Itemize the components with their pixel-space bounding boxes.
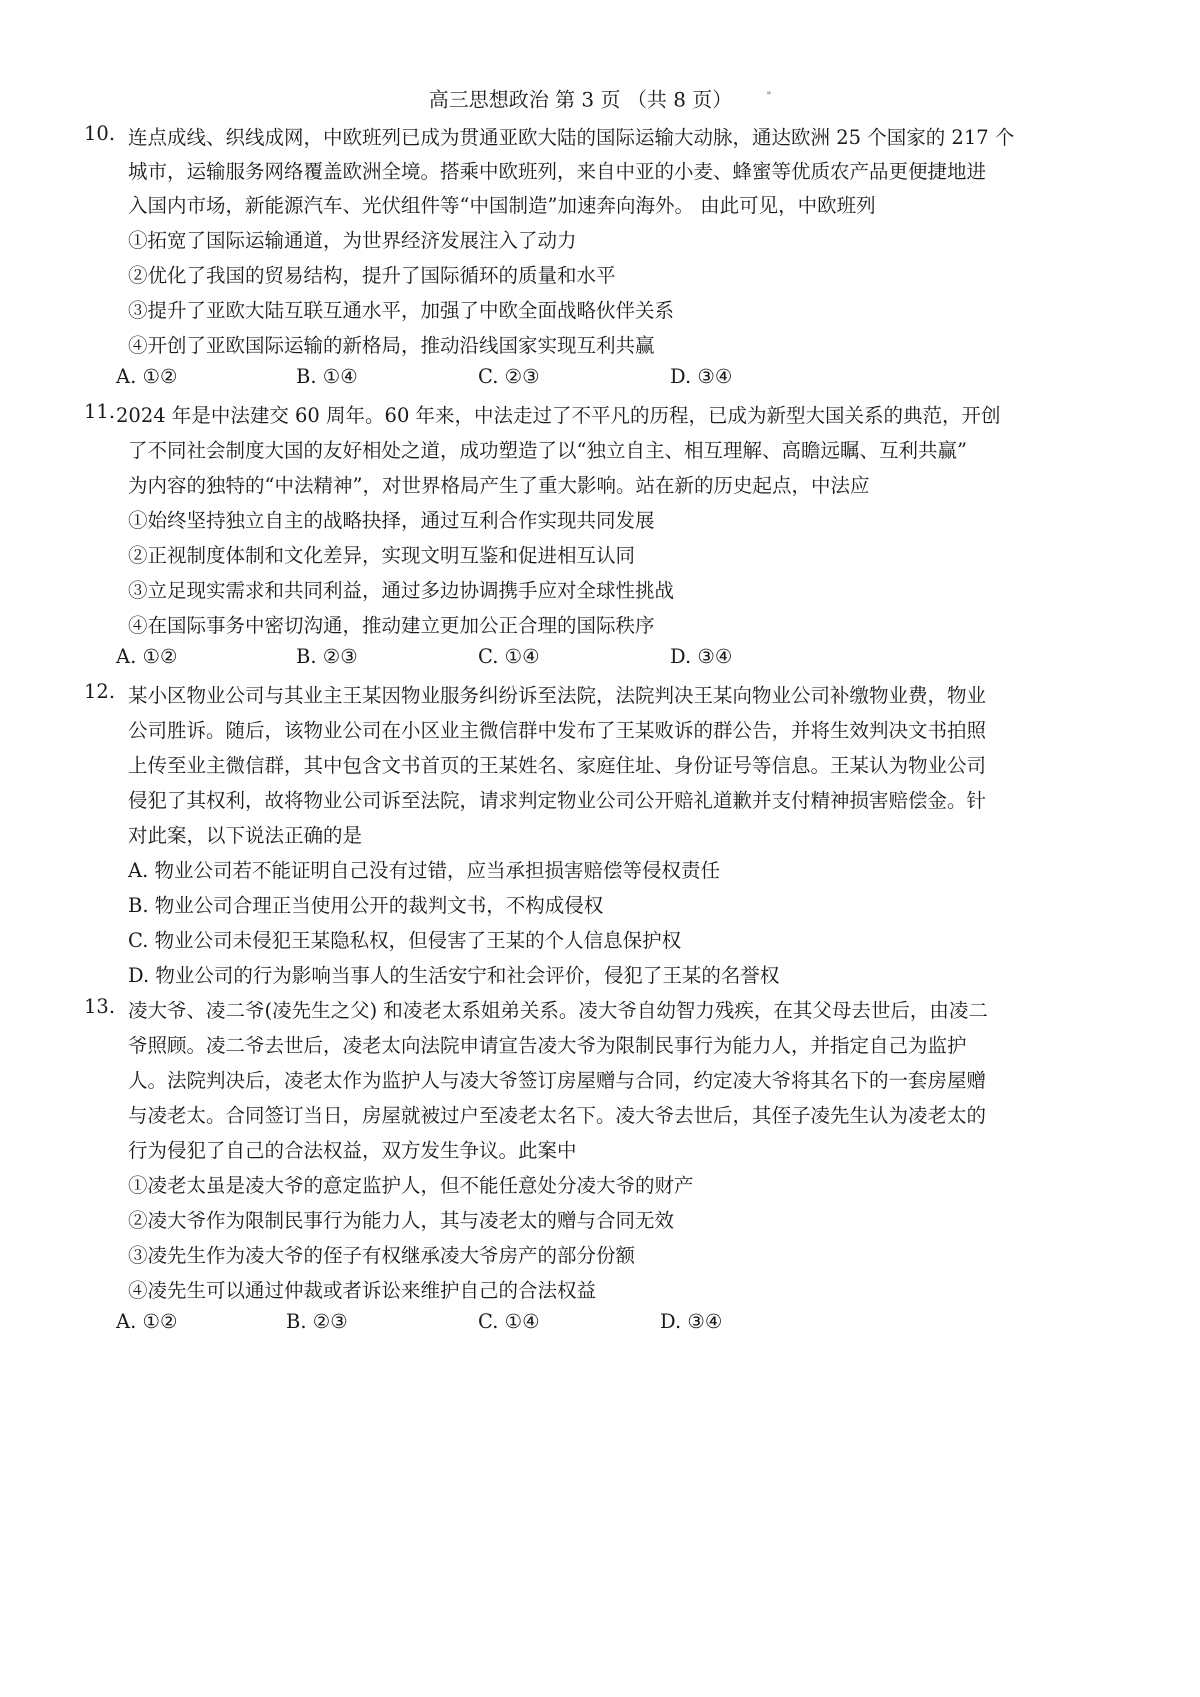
question-13-choice-c: C. ①④ — [478, 1310, 540, 1333]
question-11-choice-b: B. ②③ — [296, 645, 358, 668]
question-12-stem-line-4: 侵犯了其权利，故将物业公司诉至法院，请求判定物业公司公开赔礼道歉并支付精神损害赔偿金。针 — [128, 789, 987, 812]
question-11-choice-a: A. ①② — [116, 645, 178, 668]
question-11-stem-line-3: 为内容的独特的“中法精神”，对世界格局产生了重大影响。站在新的历史起点，中法应 — [128, 474, 870, 497]
question-12-option-c: C. 物业公司未侵犯王某隐私权，但侵害了王某的个人信息保护权 — [128, 929, 682, 952]
question-10-stem-line-3: 入国内市场，新能源汽车、光伏组件等“中国制造”加速奔向海外。 由此可见，中欧班列 — [128, 194, 876, 217]
question-12-number: 12. — [84, 680, 116, 703]
question-12-option-a: A. 物业公司若不能证明自己没有过错，应当承担损害赔偿等侵权责任 — [128, 859, 720, 882]
question-12-option-d: D. 物业公司的行为影响当事人的生活安宁和社会评价，侵犯了王某的名誉权 — [128, 964, 780, 987]
question-13-stem-line-3: 人。法院判决后，凌老太作为监护人与凌大爷签订房屋赠与合同，约定凌大爷将其名下的一套房屋赠 — [128, 1069, 987, 1092]
question-12-option-b: B. 物业公司合理正当使用公开的裁判文书，不构成侵权 — [128, 894, 604, 917]
question-11-choice-d: D. ③④ — [670, 645, 733, 668]
page-header-title: 高三思想政治 第 3 页 （共 8 页） — [428, 87, 733, 112]
question-13-stem-line-2: 爷照顾。凌二爷去世后，凌老太向法院申请宣告凌大爷为限制民事行为能力人，并指定自己为监护 — [128, 1034, 967, 1057]
question-10-stem-line-1: 连点成线、织线成网，中欧班列已成为贯通亚欧大陆的国际运输大动脉，通达欧洲 25 个国家的 217 个 — [128, 126, 1015, 149]
question-12-stem-line-5: 对此案，以下说法正确的是 — [128, 824, 363, 847]
question-11-stem-line-1: 2024 年是中法建交 60 周年。60 年来，中法走过了不平凡的历程，已成为新型大国关系的典范，开创 — [116, 404, 1001, 427]
question-13-choice-d: D. ③④ — [660, 1310, 723, 1333]
question-10-choice-c: C. ②③ — [478, 365, 540, 388]
question-11-stem-line-2: 了不同社会制度大国的友好相处之道，成功塑造了以“独立自主、相互理解、高瞻远瞩、互利共赢” — [128, 439, 967, 462]
question-10-stem-line-2: 城市，运输服务网络覆盖欧洲全境。搭乘中欧班列，来自中亚的小麦、蜂蜜等优质农产品更便捷地进 — [128, 160, 987, 183]
question-13-stem-line-1: 凌大爷、凌二爷(凌先生之父) 和凌老太系姐弟关系。凌大爷自幼智力残疾，在其父母去世后，由凌二 — [128, 999, 988, 1022]
question-12-stem-line-3: 上传至业主微信群，其中包含文书首页的王某姓名、家庭住址、身份证号等信息。王某认为物业公司 — [128, 754, 987, 777]
question-13-number: 13. — [84, 995, 116, 1018]
question-12-stem-line-1: 某小区物业公司与其业主王某因物业服务纠纷诉至法院，法院判决王某向物业公司补缴物业费，物业 — [128, 684, 987, 707]
question-13-item-4: ④凌先生可以通过仲裁或者诉讼来维护自己的合法权益 — [128, 1279, 597, 1302]
question-11-choice-c: C. ①④ — [478, 645, 540, 668]
header-mark: " — [766, 91, 772, 102]
question-11-item-4: ④在国际事务中密切沟通，推动建立更加公正合理的国际秩序 — [128, 614, 655, 637]
question-13-stem-line-4: 与凌老太。合同签订当日，房屋就被过户至凌老太名下。凌大爷去世后，其侄子凌先生认为凌老太的 — [128, 1104, 987, 1127]
question-10-item-3: ③提升了亚欧大陆互联互通水平，加强了中欧全面战略伙伴关系 — [128, 299, 675, 322]
question-10-item-2: ②优化了我国的贸易结构，提升了国际循环的质量和水平 — [128, 264, 616, 287]
question-13-stem-line-5: 行为侵犯了自己的合法权益，双方发生争议。此案中 — [128, 1139, 577, 1162]
question-13-choice-a: A. ①② — [116, 1310, 178, 1333]
question-11-item-3: ③立足现实需求和共同利益，通过多边协调携手应对全球性挑战 — [128, 579, 675, 602]
question-10-number: 10. — [84, 122, 116, 145]
page-header — [0, 84, 1200, 113]
question-13-item-3: ③凌先生作为凌大爷的侄子有权继承凌大爷房产的部分份额 — [128, 1244, 636, 1267]
question-10-item-4: ④开创了亚欧国际运输的新格局，推动沿线国家实现互利共赢 — [128, 334, 655, 357]
question-10-choice-d: D. ③④ — [670, 365, 733, 388]
question-11-number: 11. — [84, 400, 116, 423]
question-13-item-2: ②凌大爷作为限制民事行为能力人，其与凌老太的赠与合同无效 — [128, 1209, 675, 1232]
question-10-choice-b: B. ①④ — [296, 365, 358, 388]
question-13-item-1: ①凌老太虽是凌大爷的意定监护人，但不能任意处分凌大爷的财产 — [128, 1174, 694, 1197]
question-12-stem-line-2: 公司胜诉。随后，该物业公司在小区业主微信群中发布了王某败诉的群公告，并将生效判决文书拍照 — [128, 719, 987, 742]
question-10-choice-a: A. ①② — [116, 365, 178, 388]
question-11-item-1: ①始终坚持独立自主的战略抉择，通过互利合作实现共同发展 — [128, 509, 655, 532]
question-10-item-1: ①拓宽了国际运输通道，为世界经济发展注入了动力 — [128, 229, 577, 252]
question-11-item-2: ②正视制度体制和文化差异，实现文明互鉴和促进相互认同 — [128, 544, 636, 567]
question-13-choice-b: B. ②③ — [286, 1310, 348, 1333]
